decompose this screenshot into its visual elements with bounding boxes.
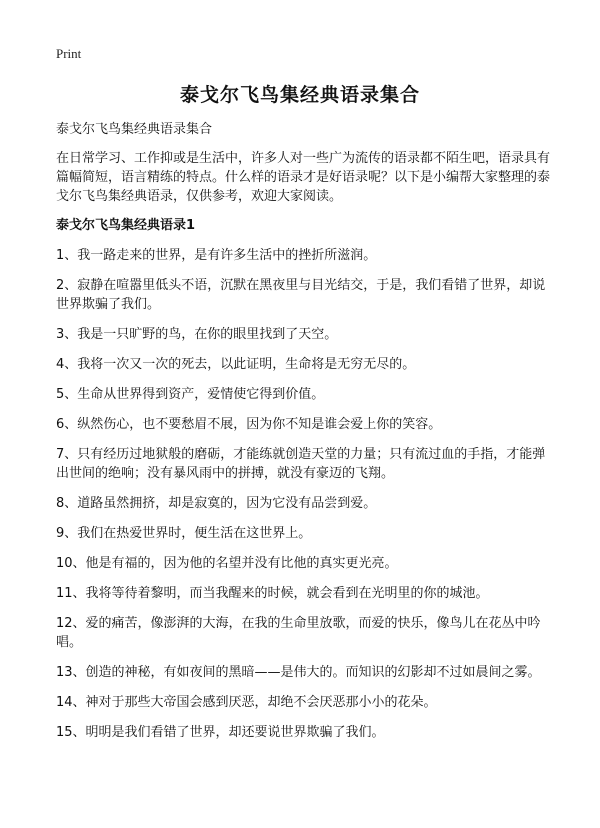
quote-item: 15、明明是我们看错了世界，却还要说世界欺骗了我们。 [56, 725, 385, 740]
quote-item: 14、神对于那些大帝国会感到厌恶，却绝不会厌恶那小小的花朵。 [56, 695, 437, 710]
quote-item: 4、我将一次又一次的死去，以此证明，生命将是无穷无尽的。 [56, 357, 416, 372]
document-body [56, 120, 550, 753]
intro-paragraph: 在日常学习、工作抑或是生活中，许多人对一些广为流传的语录都不陌生吧，语录具有篇幅简短，语言精练的特点。什么样的语录才是好语录呢？以下是小编帮大家整理的泰戈尔飞鸟集经典语录，仅供参考，欢迎大家阅读。 [56, 151, 551, 204]
quote-item: 9、我们在热爱世界时，便生活在这世界上。 [56, 526, 312, 541]
quote-item: 12、爱的痛苦，像澎湃的大海，在我的生命里放歌，而爱的快乐，像鸟儿在花丛中吟唱。 [56, 616, 541, 650]
quote-item: 1、我一路走来的世界，是有许多生活中的挫折所滋润。 [56, 248, 377, 263]
quote-item: 13、创造的神秘，有如夜间的黑暗——是伟大的。而知识的幻影却不过如晨间之雾。 [56, 665, 541, 680]
quote-item: 11、我将等待着黎明，而当我醒来的时候，就会看到在光明里的你的城池。 [56, 586, 489, 601]
quote-list [56, 246, 550, 742]
quote-item: 10、他是有福的，因为他的名望并没有比他的真实更光亮。 [56, 556, 398, 571]
document-subtitle: 泰戈尔飞鸟集经典语录集合 [56, 122, 213, 137]
section-heading: 泰戈尔飞鸟集经典语录1 [56, 218, 196, 233]
quote-item: 7、只有经历过地狱般的磨砺，才能练就创造天堂的力量；只有流过血的手指，才能弹出世间的绝响；没有暴风雨中的拼搏，就没有豪迈的飞翔。 [56, 447, 546, 481]
quote-item: 6、纵然伤心，也不要愁眉不展，因为你不知是谁会爱上你的笑容。 [56, 417, 442, 432]
document-title: 泰戈尔飞鸟集经典语录集合 [179, 84, 420, 106]
quote-item: 5、生命从世界得到资产，爱情使它得到价值。 [56, 387, 325, 402]
quote-item: 2、寂静在喧嚣里低头不语，沉默在黑夜里与目光结交，于是，我们看错了世界，却说世界欺骗了我们。 [56, 278, 546, 312]
print-link[interactable]: Print [56, 46, 82, 61]
quote-item: 3、我是一只旷野的鸟，在你的眼里找到了天空。 [56, 327, 338, 342]
quote-item: 8、道路虽然拥挤，却是寂寞的，因为它没有品尝到爱。 [56, 496, 377, 511]
